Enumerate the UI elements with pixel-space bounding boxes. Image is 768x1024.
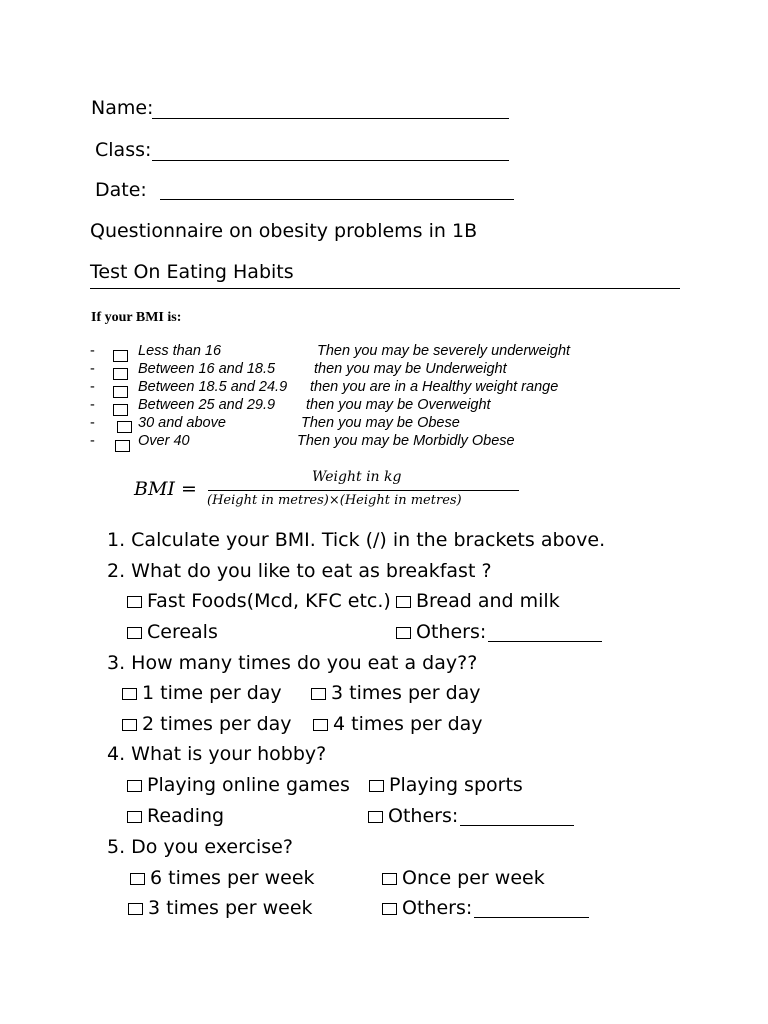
subtitle-divider [90, 288, 680, 289]
option-others[interactable]: Others: [382, 897, 589, 919]
option-cereals[interactable]: Cereals [127, 621, 218, 643]
checkbox[interactable] [130, 873, 145, 885]
option-online-games[interactable]: Playing online games [127, 774, 350, 796]
checkbox[interactable] [113, 404, 128, 416]
others-field[interactable] [474, 899, 589, 918]
option-6-times-week[interactable]: 6 times per week [130, 867, 315, 889]
date-field[interactable] [160, 199, 514, 200]
option-1-time[interactable]: 1 time per day [122, 682, 282, 704]
formula-lhs: BMI = [134, 478, 197, 500]
bullet: - [90, 361, 95, 377]
page-subtitle: Test On Eating Habits [90, 261, 294, 283]
checkbox[interactable] [115, 440, 130, 452]
bmi-range: Between 18.5 and 24.9 [138, 379, 288, 395]
others-field[interactable] [488, 623, 602, 642]
page-title: Questionnaire on obesity problems in 1B [90, 220, 478, 242]
question-3: 3. How many times do you eat a day?? [107, 652, 478, 674]
option-once-per-week[interactable]: Once per week [382, 867, 545, 889]
checkbox[interactable] [313, 719, 328, 731]
question-5: 5. Do you exercise? [107, 836, 293, 858]
option-3-times[interactable]: 3 times per day [311, 682, 481, 704]
option-others[interactable]: Others: [368, 805, 574, 827]
checkbox[interactable] [127, 596, 142, 608]
formula-fraction-bar [208, 490, 519, 491]
bullet: - [90, 343, 95, 359]
bmi-heading: If your BMI is: [91, 310, 182, 325]
bullet: - [90, 379, 95, 395]
checkbox[interactable] [122, 719, 137, 731]
checkbox[interactable] [113, 386, 128, 398]
option-fast-foods[interactable]: Fast Foods(Mcd, KFC etc.) [127, 590, 391, 612]
bmi-range: Between 25 and 29.9 [138, 397, 276, 413]
bmi-result: then you may be Underweight [314, 361, 507, 377]
name-field[interactable] [152, 118, 509, 119]
bmi-result: Then you may be Obese [301, 415, 460, 431]
option-3-times-week[interactable]: 3 times per week [128, 897, 313, 919]
checkbox[interactable] [382, 873, 397, 885]
class-field[interactable] [152, 160, 509, 161]
checkbox[interactable] [127, 780, 142, 792]
checkbox[interactable] [113, 350, 128, 362]
option-bread-and-milk[interactable]: Bread and milk [396, 590, 560, 612]
checkbox[interactable] [311, 688, 326, 700]
bmi-result: Then you may be severely underweight [317, 343, 571, 359]
checkbox[interactable] [382, 903, 397, 915]
checkbox[interactable] [113, 368, 128, 380]
option-4-times[interactable]: 4 times per day [313, 713, 483, 735]
name-label: Name: [91, 97, 154, 119]
bmi-range: Over 40 [138, 433, 190, 449]
checkbox[interactable] [368, 811, 383, 823]
checkbox[interactable] [396, 627, 411, 639]
option-reading[interactable]: Reading [127, 805, 224, 827]
bmi-range: Between 16 and 18.5 [138, 361, 276, 377]
bmi-range: Less than 16 [138, 343, 222, 359]
checkbox[interactable] [396, 596, 411, 608]
bullet: - [90, 433, 95, 449]
checkbox[interactable] [369, 780, 384, 792]
option-2-times[interactable]: 2 times per day [122, 713, 292, 735]
bullet: - [90, 397, 95, 413]
checkbox[interactable] [128, 903, 143, 915]
formula-numerator: Weight in kg [312, 469, 402, 485]
bmi-result: then you may be Overweight [306, 397, 491, 413]
question-4: 4. What is your hobby? [107, 743, 327, 765]
question-1: 1. Calculate your BMI. Tick (/) in the brackets above. [107, 529, 606, 551]
checkbox[interactable] [127, 627, 142, 639]
bmi-result: then you are in a Healthy weight range [310, 379, 559, 395]
formula-denominator: (Height in metres)×(Height in metres) [207, 493, 462, 508]
bmi-result: Then you may be Morbidly Obese [297, 433, 515, 449]
option-playing-sports[interactable]: Playing sports [369, 774, 523, 796]
checkbox[interactable] [122, 688, 137, 700]
option-others[interactable]: Others: [396, 621, 602, 643]
bmi-range: 30 and above [138, 415, 226, 431]
class-label: Class: [95, 139, 152, 161]
others-field[interactable] [460, 807, 574, 826]
checkbox[interactable] [127, 811, 142, 823]
question-2: 2. What do you like to eat as breakfast ? [107, 560, 492, 582]
date-label: Date: [95, 179, 147, 201]
bullet: - [90, 415, 95, 431]
checkbox[interactable] [117, 421, 132, 433]
